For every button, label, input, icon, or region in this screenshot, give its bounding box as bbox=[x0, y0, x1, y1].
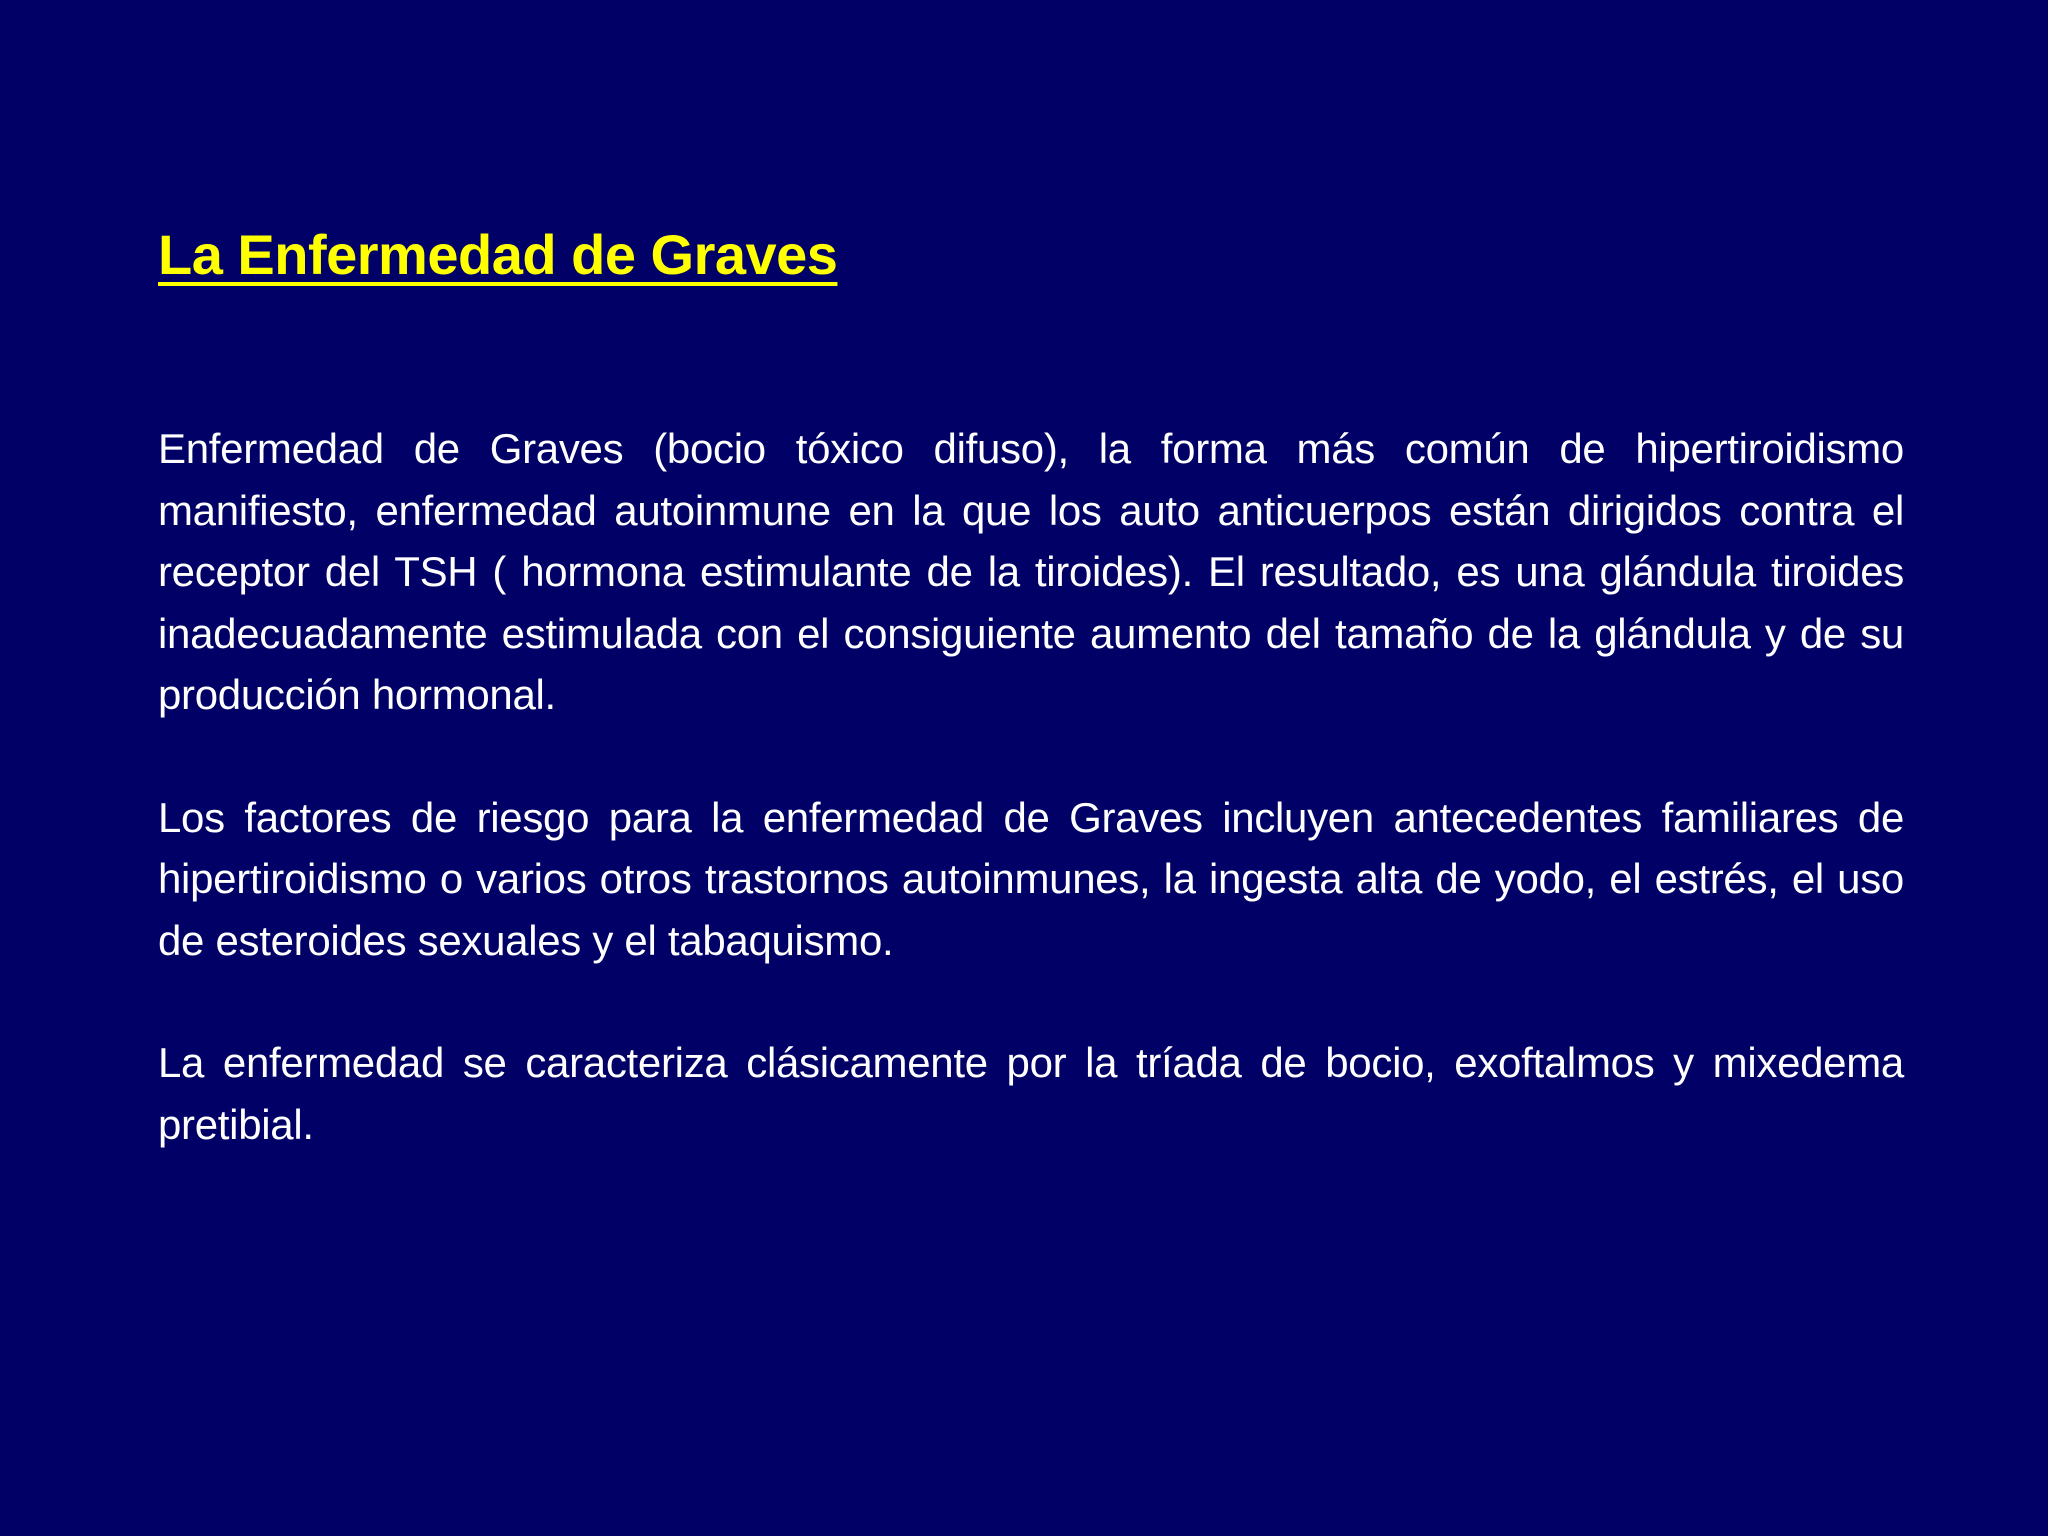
slide-body bbox=[158, 418, 1904, 1216]
paragraph-definition: Enfermedad de Graves (bocio tóxico difuso), la forma más común de hipertiroidismo manifiesto, enfermedad autoinmune en la que los auto anticuerpos están dirigidos contra el receptor del TSH ( hormona estimulante de la tiroides). El resultado, es una glándula tiroides inadecuadamente estimulada con el consiguiente aumento del tamaño de la glándula y de su producción hormonal. bbox=[158, 425, 1904, 718]
paragraph-risk-factors: Los factores de riesgo para la enfermedad de Graves incluyen antecedentes familiares de hipertiroidismo o varios otros trastornos autoinmunes, la ingesta alta de yodo, el estrés, el uso de esteroides sexuales y el tabaquismo. bbox=[158, 793, 1904, 964]
slide-title: La Enfermedad de Graves bbox=[158, 223, 838, 286]
paragraph-triad: La enfermedad se caracteriza clásicamente por la tríada de bocio, exoftalmos y mixedema pretibial. bbox=[158, 1039, 1904, 1148]
